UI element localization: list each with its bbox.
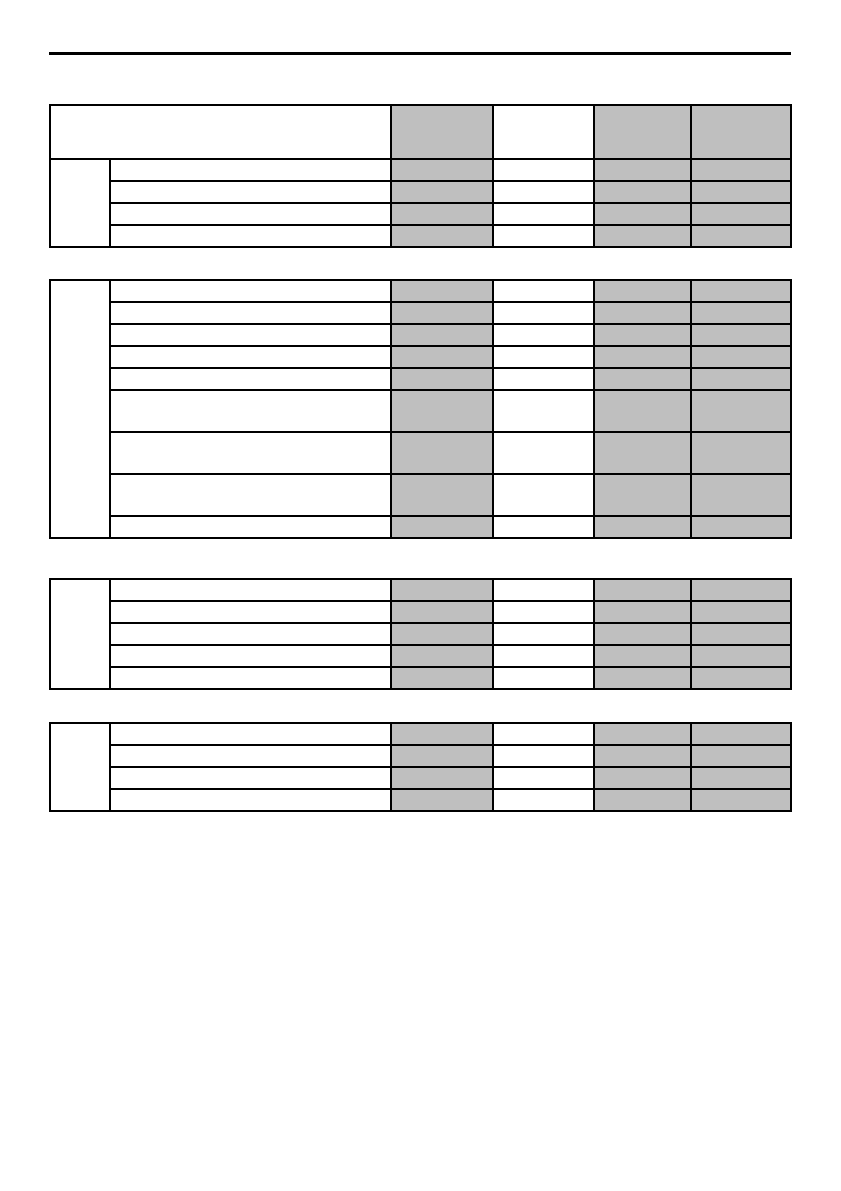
row-label-cell	[110, 474, 391, 516]
value-cell-col-1	[391, 368, 493, 390]
header-col-3	[594, 105, 691, 159]
value-cell-col-1	[391, 474, 493, 516]
value-cell-col-2	[493, 368, 594, 390]
table-row	[50, 280, 791, 302]
value-cell-col-1	[391, 302, 493, 324]
table-row	[50, 579, 791, 601]
table-row	[50, 789, 791, 811]
value-cell-col-3	[594, 789, 691, 811]
header-row	[50, 105, 791, 159]
header-col-1	[391, 105, 493, 159]
table-row	[50, 346, 791, 368]
value-cell-col-3	[594, 745, 691, 767]
value-cell-col-4	[691, 280, 791, 302]
value-cell-col-1	[391, 280, 493, 302]
value-cell-col-2	[493, 516, 594, 538]
table-row	[50, 225, 791, 247]
group-name-cell	[50, 579, 110, 689]
value-cell-col-3	[594, 432, 691, 474]
table-row	[50, 767, 791, 789]
value-cell-col-4	[691, 601, 791, 623]
table-row	[50, 159, 791, 181]
row-label-cell	[110, 159, 391, 181]
table-row	[50, 324, 791, 346]
table-group-4	[49, 722, 792, 812]
value-cell-col-2	[493, 789, 594, 811]
table-row	[50, 723, 791, 745]
table-row	[50, 181, 791, 203]
header-rule	[49, 52, 791, 55]
group-name-cell	[50, 159, 110, 247]
value-cell-col-3	[594, 667, 691, 689]
value-cell-col-3	[594, 723, 691, 745]
value-cell-col-1	[391, 745, 493, 767]
value-cell-col-3	[594, 645, 691, 667]
row-label-cell	[110, 368, 391, 390]
value-cell-col-2	[493, 159, 594, 181]
value-cell-col-1	[391, 767, 493, 789]
value-cell-col-1	[391, 432, 493, 474]
value-cell-col-1	[391, 203, 493, 225]
table-row	[50, 745, 791, 767]
value-cell-col-4	[691, 767, 791, 789]
value-cell-col-1	[391, 667, 493, 689]
table-row	[50, 368, 791, 390]
row-label-cell	[110, 225, 391, 247]
value-cell-col-2	[493, 181, 594, 203]
value-cell-col-1	[391, 390, 493, 432]
row-label-cell	[110, 645, 391, 667]
value-cell-col-3	[594, 159, 691, 181]
value-cell-col-3	[594, 767, 691, 789]
value-cell-col-2	[493, 280, 594, 302]
row-label-cell	[110, 667, 391, 689]
value-cell-col-3	[594, 390, 691, 432]
row-label-cell	[110, 390, 391, 432]
table-group-1	[49, 104, 792, 248]
value-cell-col-3	[594, 225, 691, 247]
value-cell-col-4	[691, 667, 791, 689]
value-cell-col-3	[594, 623, 691, 645]
value-cell-col-1	[391, 723, 493, 745]
value-cell-col-4	[691, 516, 791, 538]
value-cell-col-4	[691, 432, 791, 474]
table-row	[50, 667, 791, 689]
value-cell-col-3	[594, 346, 691, 368]
row-label-cell	[110, 432, 391, 474]
row-label-cell	[110, 723, 391, 745]
value-cell-col-2	[493, 346, 594, 368]
table-row	[50, 645, 791, 667]
table-row	[50, 390, 791, 432]
value-cell-col-3	[594, 280, 691, 302]
group-name-cell	[50, 280, 110, 538]
row-label-cell	[110, 181, 391, 203]
value-cell-col-1	[391, 516, 493, 538]
value-cell-col-2	[493, 623, 594, 645]
value-cell-col-3	[594, 579, 691, 601]
value-cell-col-4	[691, 225, 791, 247]
header-col-4	[691, 105, 791, 159]
value-cell-col-2	[493, 767, 594, 789]
value-cell-col-3	[594, 601, 691, 623]
value-cell-col-2	[493, 390, 594, 432]
value-cell-col-4	[691, 789, 791, 811]
table-group-3	[49, 578, 792, 690]
table-row	[50, 516, 791, 538]
value-cell-col-4	[691, 302, 791, 324]
value-cell-col-1	[391, 623, 493, 645]
table-row	[50, 474, 791, 516]
value-cell-col-4	[691, 181, 791, 203]
value-cell-col-2	[493, 579, 594, 601]
row-label-cell	[110, 623, 391, 645]
value-cell-col-1	[391, 324, 493, 346]
value-cell-col-3	[594, 324, 691, 346]
value-cell-col-2	[493, 324, 594, 346]
value-cell-col-4	[691, 623, 791, 645]
value-cell-col-4	[691, 579, 791, 601]
row-label-cell	[110, 601, 391, 623]
table-group-2	[49, 279, 792, 539]
value-cell-col-4	[691, 159, 791, 181]
value-cell-col-4	[691, 203, 791, 225]
row-label-cell	[110, 346, 391, 368]
header-col-2	[493, 105, 594, 159]
row-label-cell	[110, 767, 391, 789]
row-label-cell	[110, 579, 391, 601]
value-cell-col-4	[691, 324, 791, 346]
table-row	[50, 432, 791, 474]
value-cell-col-4	[691, 346, 791, 368]
table-row	[50, 623, 791, 645]
header-title	[50, 105, 391, 159]
value-cell-col-4	[691, 474, 791, 516]
group-name-cell	[50, 723, 110, 811]
value-cell-col-1	[391, 181, 493, 203]
value-cell-col-4	[691, 368, 791, 390]
row-label-cell	[110, 789, 391, 811]
table-row	[50, 302, 791, 324]
row-label-cell	[110, 302, 391, 324]
value-cell-col-3	[594, 368, 691, 390]
value-cell-col-1	[391, 159, 493, 181]
value-cell-col-1	[391, 579, 493, 601]
row-label-cell	[110, 203, 391, 225]
value-cell-col-4	[691, 390, 791, 432]
table-row	[50, 203, 791, 225]
value-cell-col-2	[493, 723, 594, 745]
table-row	[50, 601, 791, 623]
value-cell-col-1	[391, 346, 493, 368]
value-cell-col-1	[391, 601, 493, 623]
value-cell-col-4	[691, 645, 791, 667]
value-cell-col-3	[594, 302, 691, 324]
value-cell-col-2	[493, 432, 594, 474]
row-label-cell	[110, 516, 391, 538]
value-cell-col-3	[594, 181, 691, 203]
value-cell-col-2	[493, 745, 594, 767]
value-cell-col-3	[594, 474, 691, 516]
value-cell-col-3	[594, 203, 691, 225]
value-cell-col-2	[493, 302, 594, 324]
value-cell-col-2	[493, 203, 594, 225]
value-cell-col-1	[391, 225, 493, 247]
value-cell-col-4	[691, 745, 791, 767]
value-cell-col-2	[493, 225, 594, 247]
value-cell-col-2	[493, 474, 594, 516]
value-cell-col-4	[691, 723, 791, 745]
value-cell-col-2	[493, 601, 594, 623]
value-cell-col-2	[493, 645, 594, 667]
value-cell-col-1	[391, 645, 493, 667]
value-cell-col-1	[391, 789, 493, 811]
row-label-cell	[110, 324, 391, 346]
row-label-cell	[110, 745, 391, 767]
value-cell-col-3	[594, 516, 691, 538]
row-label-cell	[110, 280, 391, 302]
value-cell-col-2	[493, 667, 594, 689]
